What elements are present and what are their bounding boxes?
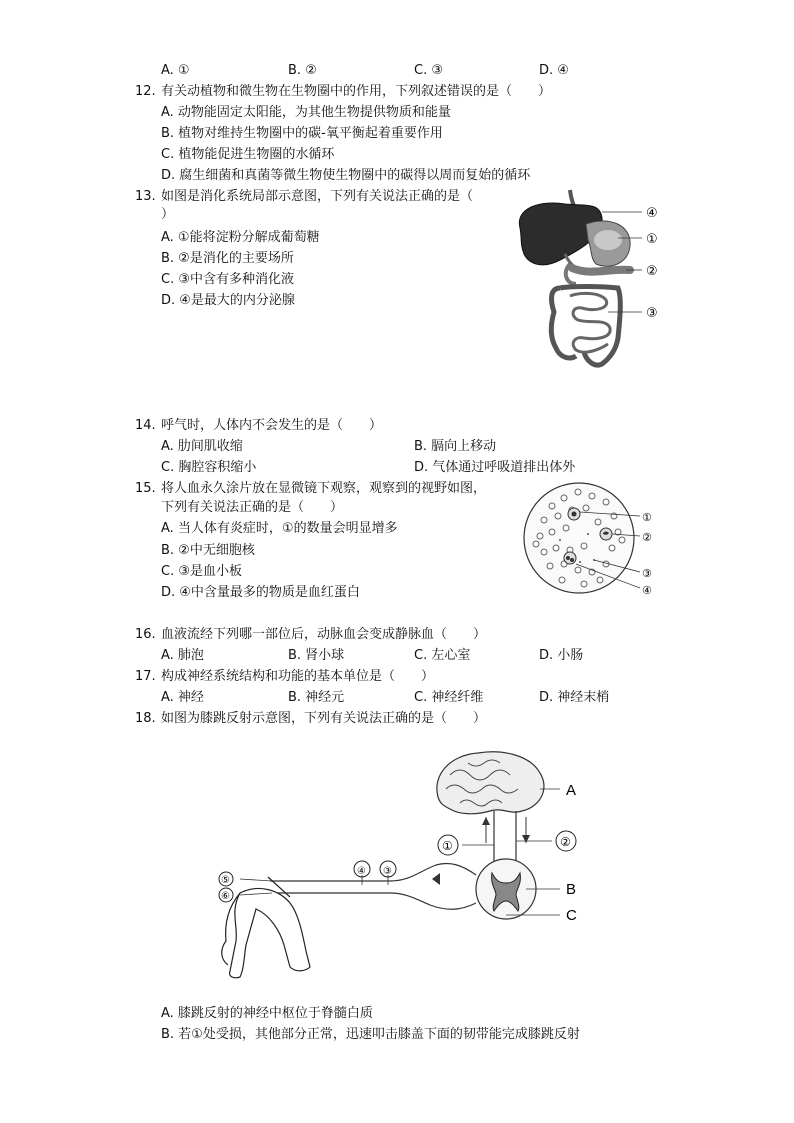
- label-3: ③: [642, 568, 652, 580]
- question-stem: 如图是消化系统局部示意图，下列有关说法正确的是（: [161, 189, 474, 204]
- pancreas: [572, 268, 630, 272]
- question-stem: 有关动植物和微生物在生物圈中的作用，下列叙述错误的是（ ）: [161, 84, 552, 99]
- option-a: A. ①能将淀粉分解成葡萄糖: [161, 230, 320, 245]
- label-3: ③: [646, 305, 658, 320]
- option-b: B. 植物对维持生物圈中的碳-氧平衡起着重要作用: [161, 126, 443, 141]
- label-3: ③: [383, 866, 392, 877]
- option-b: B. 神经元: [288, 690, 345, 705]
- label-1: ①: [642, 512, 652, 524]
- option-b: B. ②中无细胞核: [161, 543, 255, 558]
- option-d: D. 神经末梢: [539, 690, 610, 705]
- label-B: B: [566, 881, 577, 898]
- small-intestine: [570, 293, 610, 352]
- option-b: B. 肾小球: [288, 648, 345, 663]
- option-d: D. ④中含量最多的物质是血红蛋白: [161, 585, 360, 600]
- question-number: 15.: [135, 481, 156, 496]
- question-number: 17.: [135, 669, 156, 684]
- label-A: A: [566, 782, 577, 799]
- label-C: C: [566, 907, 577, 924]
- option-c: C. 神经纤维: [414, 690, 484, 705]
- blood-smear-figure: [522, 476, 662, 600]
- option-d: D. 小肠: [539, 648, 584, 663]
- label-2: ②: [642, 532, 652, 544]
- question-stem: 构成神经系统结构和功能的基本单位是（ ）: [161, 669, 435, 684]
- option-a: A. 肋间肌收缩: [161, 439, 243, 454]
- question-stem-cont: 下列有关说法正确的是（ ）: [161, 500, 344, 515]
- label-5: ⑤: [221, 875, 230, 886]
- question-number: 13.: [135, 189, 156, 204]
- question-number: 14.: [135, 418, 156, 433]
- option-a: A. 当人体有炎症时，①的数量会明显增多: [161, 521, 398, 536]
- label-4: ④: [357, 866, 366, 877]
- option-a: A. 肺泡: [161, 648, 204, 663]
- option-b: B. ②是消化的主要场所: [161, 251, 294, 266]
- option-a: A. ①: [161, 63, 190, 78]
- label-4: ④: [642, 585, 652, 597]
- label-4: ④: [646, 205, 658, 220]
- label-1: ①: [442, 839, 453, 853]
- option-c: C. 左心室: [414, 648, 471, 663]
- label-1: ①: [646, 231, 658, 246]
- question-stem: 将人血永久涂片放在显微镜下观察，观察到的视野如图，: [161, 481, 487, 496]
- question-number: 18.: [135, 711, 156, 726]
- option-c: C. 植物能促进生物圈的水循环: [161, 147, 335, 162]
- option-d: D. ④是最大的内分泌腺: [161, 293, 295, 308]
- digestive-system-figure: [510, 188, 670, 388]
- knee-jerk-reflex-figure: [210, 745, 600, 990]
- option-a: A. 动物能固定太阳能，为其他生物提供物质和能量: [161, 105, 451, 120]
- label-2: ②: [646, 263, 658, 278]
- question-stem-cont: ）: [161, 207, 175, 222]
- question-stem: 呼气时，人体内不会发生的是（ ）: [161, 418, 383, 433]
- option-d: D. 气体通过呼吸道排出体外: [414, 460, 576, 475]
- option-b: B. ②: [288, 63, 317, 78]
- option-c: C. 胸腔容积缩小: [161, 460, 257, 475]
- question-number: 16.: [135, 627, 156, 642]
- option-c: C. ③中含有多种消化液: [161, 272, 294, 287]
- leg: [230, 888, 310, 977]
- option-a: A. 神经: [161, 690, 204, 705]
- option-b: B. 若①处受损，其他部分正常，迅速叩击膝盖下面的韧带能完成膝跳反射: [161, 1027, 580, 1042]
- option-d: D. ④: [539, 63, 569, 78]
- option-d: D. 腐生细菌和真菌等微生物使生物圈中的碳得以周而复始的循环: [161, 168, 531, 183]
- label-2: ②: [560, 835, 571, 849]
- option-a: A. 膝跳反射的神经中枢位于脊髓白质: [161, 1006, 373, 1021]
- label-6: ⑥: [221, 891, 230, 902]
- question-stem: 如图为膝跳反射示意图，下列有关说法正确的是（ ）: [161, 711, 487, 726]
- option-c: C. ③: [414, 63, 443, 78]
- option-b: B. 膈向上移动: [414, 439, 497, 454]
- question-number: 12.: [135, 84, 156, 99]
- question-stem: 血液流经下列哪一部位后，动脉血会变成静脉血（ ）: [161, 627, 487, 642]
- option-c: C. ③是血小板: [161, 564, 242, 579]
- brain: [437, 752, 544, 814]
